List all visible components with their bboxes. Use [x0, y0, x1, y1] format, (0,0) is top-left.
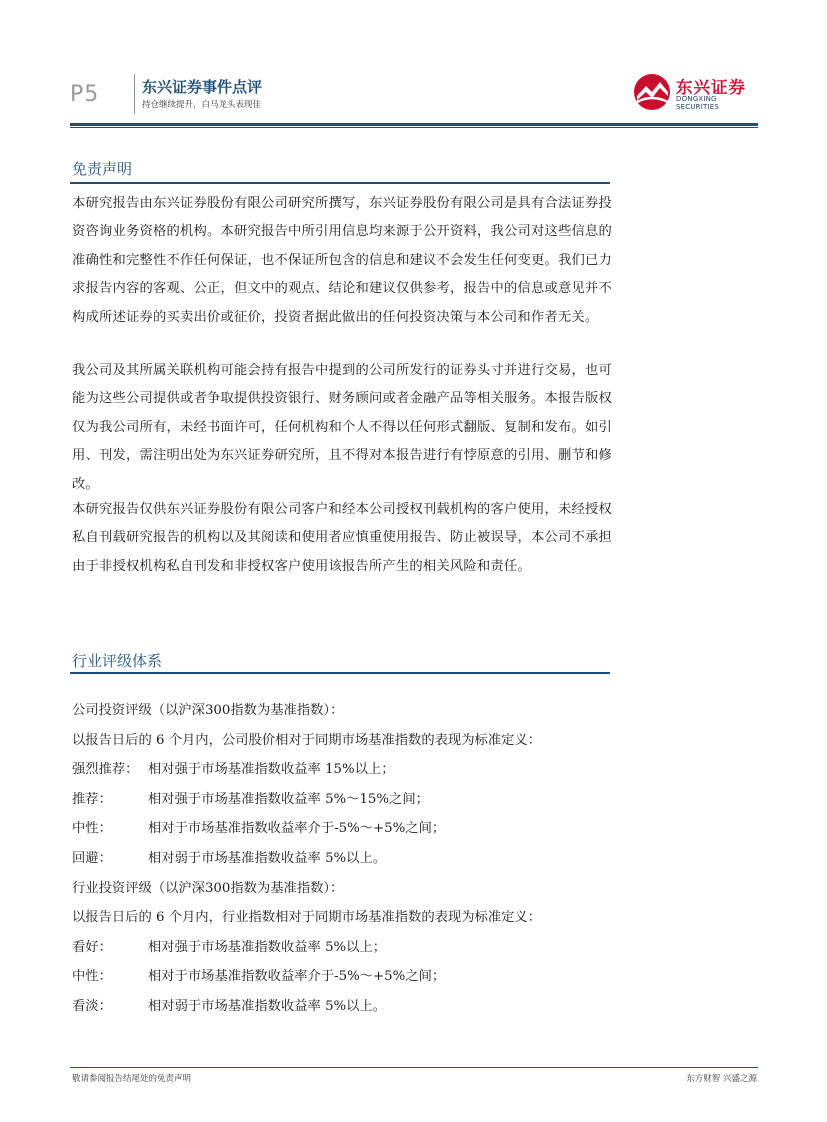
rating-label: 推荐： [72, 791, 112, 807]
company-rating-strong-buy [72, 760, 632, 790]
report-subtitle: 持仓继续提升，白马龙头表现佳 [142, 100, 262, 110]
industry-rating-heading: 行业投资评级（以沪深300指数为基准指数）： [72, 880, 344, 896]
disclaimer-paragraph-1: 本研究报告由东兴证券股份有限公司研究所撰写，东兴证券股份有限公司是具有合法证券投资咨询业务资格的机构。本研究报告中所引用信息均来源于公开资料，我公司对这些信息的准确性和完整性不作任何保证，也不保证所包含的信息和建议不会发生任何变更。我们已力求报告内容的客观、公正，但文中的观点、结论和建议仅供参考，报告中的信息或意见并不构成所述证券的买卖出价或征价，投资者据此做出的任何投资决策与本公司和作者无关。 [72, 196, 612, 325]
company-rating-avoid [72, 849, 632, 879]
rating-desc: 相对强于市场基准指数收益率 5%以上； [148, 939, 387, 955]
rating-desc: 相对于市场基准指数收益率介于-5%～+5%之间； [148, 821, 446, 837]
footer-disclaimer-note: 敬请参阅报告结尾处的免责声明 [72, 1074, 192, 1084]
industry-rating-positive [72, 938, 632, 968]
company-logo [632, 70, 757, 114]
footer-rule [70, 1067, 758, 1068]
rating-list [72, 701, 632, 1027]
disclaimer-title-rule [70, 182, 610, 184]
industry-rating-neutral [72, 967, 632, 997]
industry-rating-negative [72, 997, 632, 1027]
report-type-title: 东兴证券事件点评 [142, 78, 263, 96]
rating-desc: 相对强于市场基准指数收益率 15%以上； [148, 762, 395, 778]
disclaimer-title: 免责声明 [72, 160, 133, 178]
rating-desc: 相对强于市场基准指数收益率 5%～15%之间； [148, 791, 429, 807]
disclaimer-paragraph-3: 本研究报告仅供东兴证券股份有限公司客户和经本公司授权刊载机构的客户使用，未经授权私自刊载研究报告的机构以及其阅读和使用者应慎重使用报告、防止被误导，本公司不承担由于非授权机构私自刊发和非授权客户使用该报告所产生的相关风险和责任。 [72, 502, 612, 574]
rating-desc: 相对弱于市场基准指数收益率 5%以上。 [148, 998, 387, 1014]
footer-slogan: 东方财智 兴盛之源 [686, 1074, 757, 1084]
rating-label: 中性： [72, 969, 112, 985]
disclaimer-paragraph-2: 我公司及其所属关联机构可能会持有报告中提到的公司所发行的证券头寸并进行交易，也可能为这些公司提供或者争取提供投资银行、财务顾问或者金融产品等相关服务。本报告版权仅为我公司所有，未经书面许可，任何机构和个人不得以任何形式翻版、复制和发布。如引用、刊发，需注明出处为东兴证券研究所，且不得对本报告进行有悖原意的引用、删节和修改。 [72, 363, 612, 492]
company-rating-buy [72, 790, 632, 820]
rating-label: 中性： [72, 821, 112, 837]
header-divider [134, 74, 135, 114]
rating-system-title-rule [70, 672, 610, 674]
rating-label: 回避： [72, 850, 112, 866]
logo-english-text: DONGXING SECURITIES [676, 95, 720, 111]
page-number: P5 [70, 82, 100, 107]
rating-desc: 相对弱于市场基准指数收益率 5%以上。 [148, 850, 387, 866]
rating-label: 看好： [72, 939, 112, 955]
rating-label: 看淡： [72, 998, 112, 1014]
header-rule-thin [70, 127, 758, 128]
header-rule-thick [70, 123, 758, 126]
logo-emblem-icon [632, 72, 672, 112]
rating-system-title: 行业评级体系 [72, 652, 163, 670]
company-rating-neutral [72, 819, 632, 849]
rating-desc: 相对于市场基准指数收益率介于-5%～+5%之间； [148, 969, 446, 985]
rating-label: 强烈推荐： [72, 762, 139, 778]
company-rating-definition: 以报告日后的 6 个月内，公司股价相对于同期市场基准指数的表现为标准定义： [72, 732, 542, 748]
company-rating-heading: 公司投资评级（以沪深300指数为基准指数）： [72, 703, 344, 718]
logo-chinese-text: 东兴证券 [676, 78, 746, 97]
industry-rating-definition: 以报告日后的 6 个月内，行业指数相对于同期市场基准指数的表现为标准定义： [72, 910, 542, 926]
